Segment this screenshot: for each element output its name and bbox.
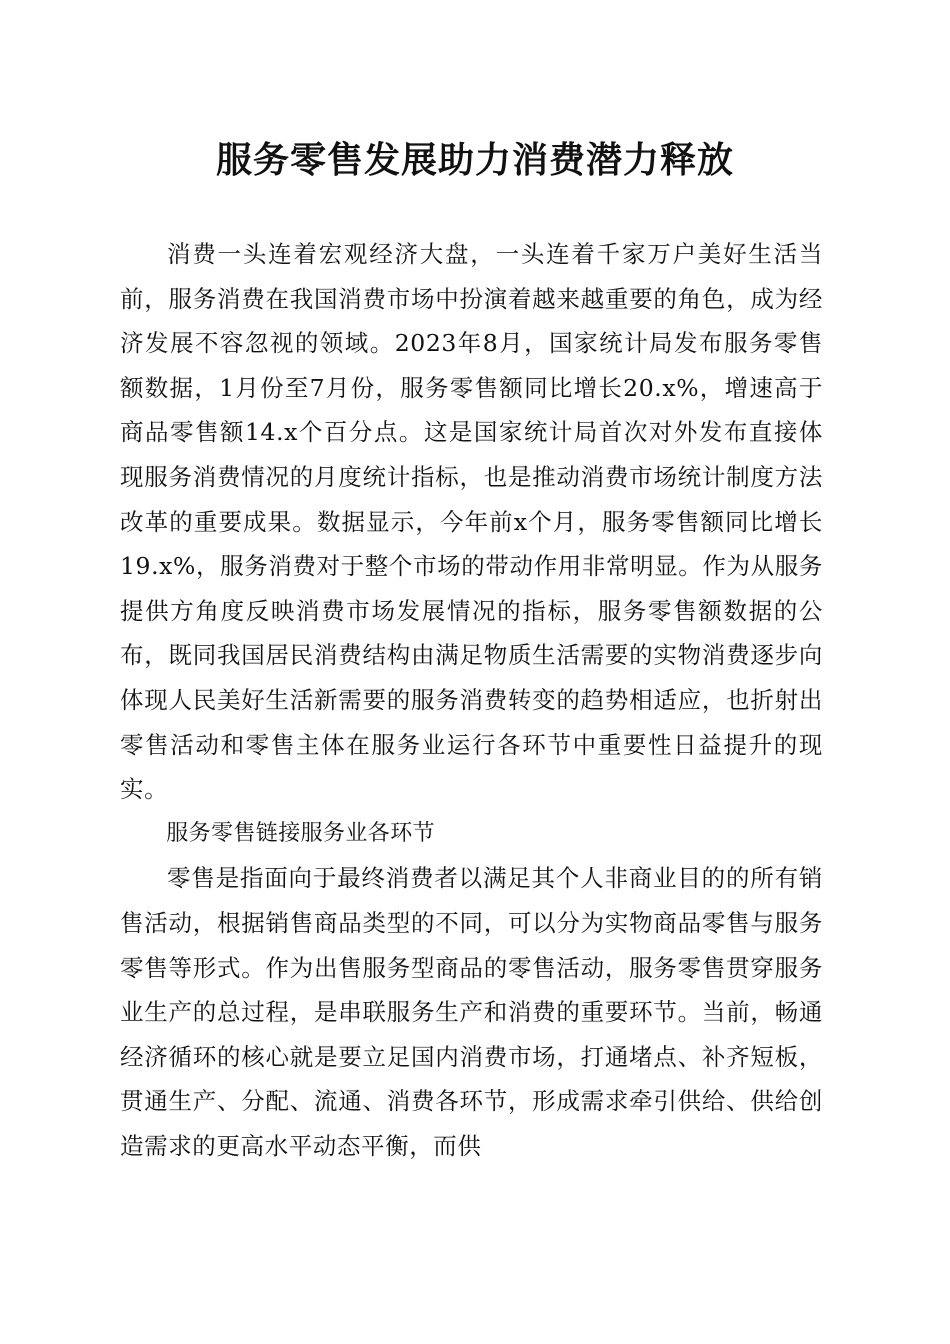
document-body (120, 232, 823, 1168)
paragraph: 消费一头连着宏观经济大盘，一头连着千家万户美好生活当前，服务消费在我国消费市场中扮演着越来越重要的角色，成为经济发展不容忽视的领域。2023年8月，国家统计局发布服务零售额数据，1月份至7月份，服务零售额同比增长20.x%，增速高于商品零售额14.x个百分点。这是国家统计局首次对外发布直接体现服务消费情况的月度统计指标，也是推动消费市场统计制度方法改革的重要成果。数据显示，今年前x个月，服务零售额同比增长19.x%，服务消费对于整个市场的带动作用非常明显。作为从服务提供方角度反映消费市场发展情况的指标，服务零售额数据的公布，既同我国居民消费结构由满足物质生活需要的实物消费逐步向体现人民美好生活新需要的服务消费转变的趋势相适应，也折射出零售活动和零售主体在服务业运行各环节中重要性日益提升的现实。 (120, 240, 823, 804)
section-heading: 服务零售链接服务业各环节 (166, 820, 435, 846)
document-title: 服务零售发展助力消费潜力释放 (215, 139, 734, 181)
paragraph: 零售是指面向于最终消费者以满足其个人非商业目的的所有销售活动，根据销售商品类型的不同，可以分为实物商品零售与服务零售等形式。作为出售服务型商品的零售活动，服务零售贯穿服务业生产的总过程，是串联服务生产和消费的重要环节。当前，畅通经济循环的核心就是要立足国内消费市场，打通堵点、补齐短板，贯通生产、分配、流通、消费各环节，形成需求牵引供给、供给创造需求的更高水平动态平衡，而供 (120, 864, 823, 1160)
